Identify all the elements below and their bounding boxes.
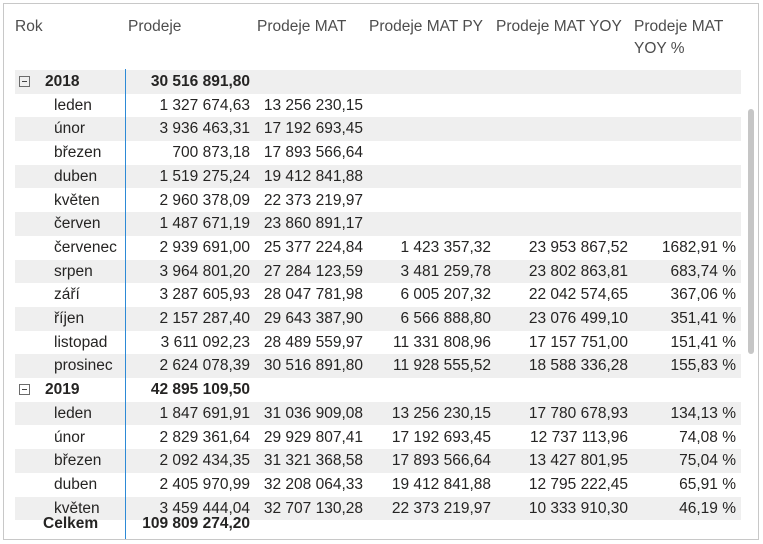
table-row <box>15 473 741 497</box>
cell-prodeje: 3 964 801,20 <box>159 262 250 280</box>
cell-prodeje-mat: 17 192 693,45 <box>263 120 363 138</box>
cell-prodeje-mat-py: 6 005 207,32 <box>400 286 491 304</box>
cell-prodeje-mat-yoy <box>491 165 628 189</box>
cell-prodeje-mat-yoy <box>491 212 628 236</box>
table-row <box>15 402 741 426</box>
year-row <box>15 70 741 94</box>
month-label: duben <box>54 167 98 185</box>
cell-prodeje-mat: 31 321 368,58 <box>263 452 363 470</box>
cell-prodeje-mat: 32 208 064,33 <box>263 475 363 493</box>
cell-prodeje-mat-yoy: 17 780 678,93 <box>528 404 628 422</box>
table-row <box>15 165 741 189</box>
cell-prodeje-mat-yoy: 22 042 574,65 <box>528 286 628 304</box>
cell-prodeje-mat-yoy-pct: 367,06 % <box>670 286 736 304</box>
cell-prodeje-mat-yoy: 12 737 113,96 <box>530 428 628 446</box>
month-label: září <box>54 286 80 304</box>
cell-prodeje-mat-yoy-pct: 155,83 % <box>670 357 736 375</box>
cell-prodeje-mat-yoy-pct <box>628 141 736 165</box>
table-row <box>15 260 741 284</box>
year-label: 2018 <box>45 73 80 90</box>
header-rok[interactable]: Rok <box>15 18 43 35</box>
cell-prodeje-mat: 17 893 566,64 <box>263 144 363 162</box>
total-row <box>15 513 741 535</box>
cell-prodeje-mat-py: 11 331 808,96 <box>393 333 491 351</box>
cell-prodeje-mat-py <box>363 189 491 213</box>
cell-prodeje: 3 287 605,93 <box>159 286 250 304</box>
cell-prodeje: 3 611 092,23 <box>160 333 250 351</box>
cell-prodeje-mat-yoy-pct <box>628 378 736 402</box>
cell-prodeje-mat-yoy-pct: 74,08 % <box>679 428 736 446</box>
cell-prodeje-mat-py: 19 412 841,88 <box>391 475 491 493</box>
cell-prodeje: 3 936 463,31 <box>159 120 250 138</box>
cell-prodeje-mat-yoy <box>491 189 628 213</box>
table-row <box>15 117 741 141</box>
cell-prodeje-mat: 32 707 130,28 <box>263 499 363 517</box>
cell-prodeje-mat-py: 6 566 888,80 <box>400 310 491 327</box>
cell-prodeje-mat-yoy <box>491 141 628 165</box>
cell-prodeje-mat-yoy-pct: 683,74 % <box>670 262 736 280</box>
month-label: březen <box>54 144 102 162</box>
cell-prodeje-mat-py <box>363 117 491 141</box>
cell-prodeje-mat-yoy-pct: 75,04 % <box>679 452 736 470</box>
cell-prodeje: 700 873,18 <box>172 144 250 162</box>
cell-prodeje-mat: 29 643 387,90 <box>263 310 363 327</box>
cell-prodeje-mat-yoy-pct <box>628 189 736 213</box>
cell-prodeje-mat: 22 373 219,97 <box>263 191 363 209</box>
cell-prodeje-mat: 13 256 230,15 <box>263 96 363 114</box>
cell-prodeje-mat-py: 13 256 230,15 <box>391 404 491 422</box>
cell-prodeje: 2 405 970,99 <box>159 475 250 493</box>
cell-prodeje: 42 895 109,50 <box>150 381 250 399</box>
cell-prodeje-mat-py <box>363 141 491 165</box>
month-label: leden <box>54 96 92 114</box>
month-label: červenec <box>54 238 117 256</box>
month-label: listopad <box>54 333 108 351</box>
month-label: květen <box>54 499 100 517</box>
cell-prodeje: 1 847 691,91 <box>159 404 250 422</box>
cell-prodeje-mat-yoy-pct <box>628 212 736 236</box>
cell-prodeje-mat <box>250 70 363 94</box>
cell-prodeje-mat: 31 036 909,08 <box>263 404 363 422</box>
cell-prodeje: 3 459 444,04 <box>159 499 250 517</box>
cell-prodeje: 2 939 691,00 <box>159 238 250 256</box>
row-header-divider <box>125 69 126 539</box>
table-row <box>15 94 741 118</box>
cell-prodeje: 2 624 078,39 <box>159 357 250 375</box>
cell-prodeje-mat-py <box>363 378 491 402</box>
header-prodeje-mat[interactable]: Prodeje MAT <box>257 18 347 35</box>
total-label: Celkem <box>43 515 99 532</box>
matrix-visual <box>3 3 759 540</box>
cell-prodeje-mat: 23 860 891,17 <box>263 215 363 233</box>
cell-prodeje-mat-yoy-pct <box>628 94 736 118</box>
cell-prodeje-mat-yoy: 23 953 867,52 <box>528 238 628 256</box>
cell-prodeje-mat-py: 3 481 259,78 <box>400 262 491 280</box>
table-row <box>15 307 741 331</box>
cell-prodeje-mat <box>250 378 363 402</box>
cell-prodeje-mat: 28 489 559,97 <box>263 333 363 351</box>
cell-prodeje-mat-yoy <box>491 94 628 118</box>
cell-prodeje: 1 519 275,24 <box>159 167 250 185</box>
cell-prodeje-mat-yoy <box>491 70 628 94</box>
month-label: březen <box>54 452 102 470</box>
month-label: duben <box>54 475 98 493</box>
cell-prodeje-mat-yoy: 23 076 499,10 <box>528 310 628 327</box>
cell-prodeje-mat-py: 17 893 566,64 <box>391 452 491 470</box>
cell-prodeje-mat-py: 17 192 693,45 <box>391 428 491 446</box>
header-prodeje-mat-yoy-pct[interactable]: Prodeje MAT YOY % <box>634 18 724 57</box>
cell-prodeje-mat-yoy-pct: 1682,91 % <box>661 238 736 256</box>
month-label: srpen <box>54 262 93 280</box>
cell-prodeje: 1 487 671,19 <box>159 215 250 233</box>
cell-prodeje-mat-py: 22 373 219,97 <box>391 499 491 517</box>
month-label: říjen <box>54 310 85 327</box>
month-label: prosinec <box>54 357 113 375</box>
cell-prodeje-mat-py <box>363 165 491 189</box>
cell-prodeje-mat: 25 377 224,84 <box>263 238 363 256</box>
cell-prodeje-mat-yoy: 17 157 751,00 <box>528 333 628 351</box>
year-label: 2019 <box>45 381 80 399</box>
cell-prodeje-mat-yoy-pct: 46,19 % <box>679 499 736 517</box>
month-label: únor <box>54 120 86 138</box>
cell-prodeje-mat-yoy-pct: 134,13 % <box>670 404 736 422</box>
cell-prodeje-mat: 28 047 781,98 <box>263 286 363 304</box>
cell-prodeje-mat-yoy: 23 802 863,81 <box>528 262 628 280</box>
header-prodeje-mat-yoy[interactable]: Prodeje MAT YOY <box>496 18 622 35</box>
table-row <box>15 212 741 236</box>
month-label: červen <box>54 215 101 233</box>
vertical-scrollbar[interactable] <box>748 109 754 354</box>
cell-prodeje-mat-py: 1 423 357,32 <box>400 238 491 256</box>
year-row <box>15 378 741 402</box>
header-prodeje[interactable]: Prodeje <box>128 18 182 35</box>
cell-prodeje-mat: 27 284 123,59 <box>263 262 363 280</box>
header-prodeje-mat-py[interactable]: Prodeje MAT PY <box>369 18 484 35</box>
cell-prodeje-mat-yoy-pct <box>628 117 736 141</box>
table-row <box>15 283 741 307</box>
table-row <box>15 449 741 473</box>
cell-prodeje-mat-py: 11 928 555,52 <box>393 357 491 375</box>
month-label: leden <box>54 404 92 422</box>
table-row <box>15 189 741 213</box>
cell-prodeje: 30 516 891,80 <box>150 73 250 90</box>
cell-prodeje-mat: 30 516 891,80 <box>263 357 363 375</box>
cell-prodeje-mat: 29 929 807,41 <box>263 428 363 446</box>
cell-prodeje-mat-yoy-pct: 351,41 % <box>670 310 736 327</box>
table-row <box>15 141 741 165</box>
month-label: únor <box>54 428 86 446</box>
cell-prodeje-mat-yoy-pct: 65,91 % <box>679 475 736 493</box>
cell-prodeje-mat-yoy: 18 588 336,28 <box>528 357 628 375</box>
cell-prodeje: 2 157 287,40 <box>159 310 250 327</box>
total-prodeje: 109 809 274,20 <box>142 515 250 532</box>
month-label: květen <box>54 191 100 209</box>
cell-prodeje-mat: 19 412 841,88 <box>263 167 363 185</box>
cell-prodeje-mat-py <box>363 94 491 118</box>
cell-prodeje-mat-yoy: 12 795 222,45 <box>528 475 628 493</box>
cell-prodeje-mat-yoy: 13 427 801,95 <box>528 452 628 470</box>
cell-prodeje: 1 327 674,63 <box>159 96 250 114</box>
cell-prodeje: 2 829 361,64 <box>159 428 250 446</box>
cell-prodeje-mat-yoy: 10 333 910,30 <box>528 499 628 517</box>
cell-prodeje-mat-yoy <box>491 117 628 141</box>
cell-prodeje-mat-py <box>363 70 491 94</box>
table-row <box>15 354 741 378</box>
cell-prodeje-mat-yoy <box>491 378 628 402</box>
cell-prodeje-mat-yoy-pct: 151,41 % <box>670 333 736 351</box>
cell-prodeje-mat-yoy-pct <box>628 165 736 189</box>
table-row <box>15 236 741 260</box>
cell-prodeje-mat-py <box>363 212 491 236</box>
cell-prodeje-mat-yoy-pct <box>628 70 736 94</box>
table-row <box>15 426 741 450</box>
cell-prodeje: 2 092 434,35 <box>159 452 250 470</box>
table-row <box>15 331 741 355</box>
cell-prodeje: 2 960 378,09 <box>159 191 250 209</box>
